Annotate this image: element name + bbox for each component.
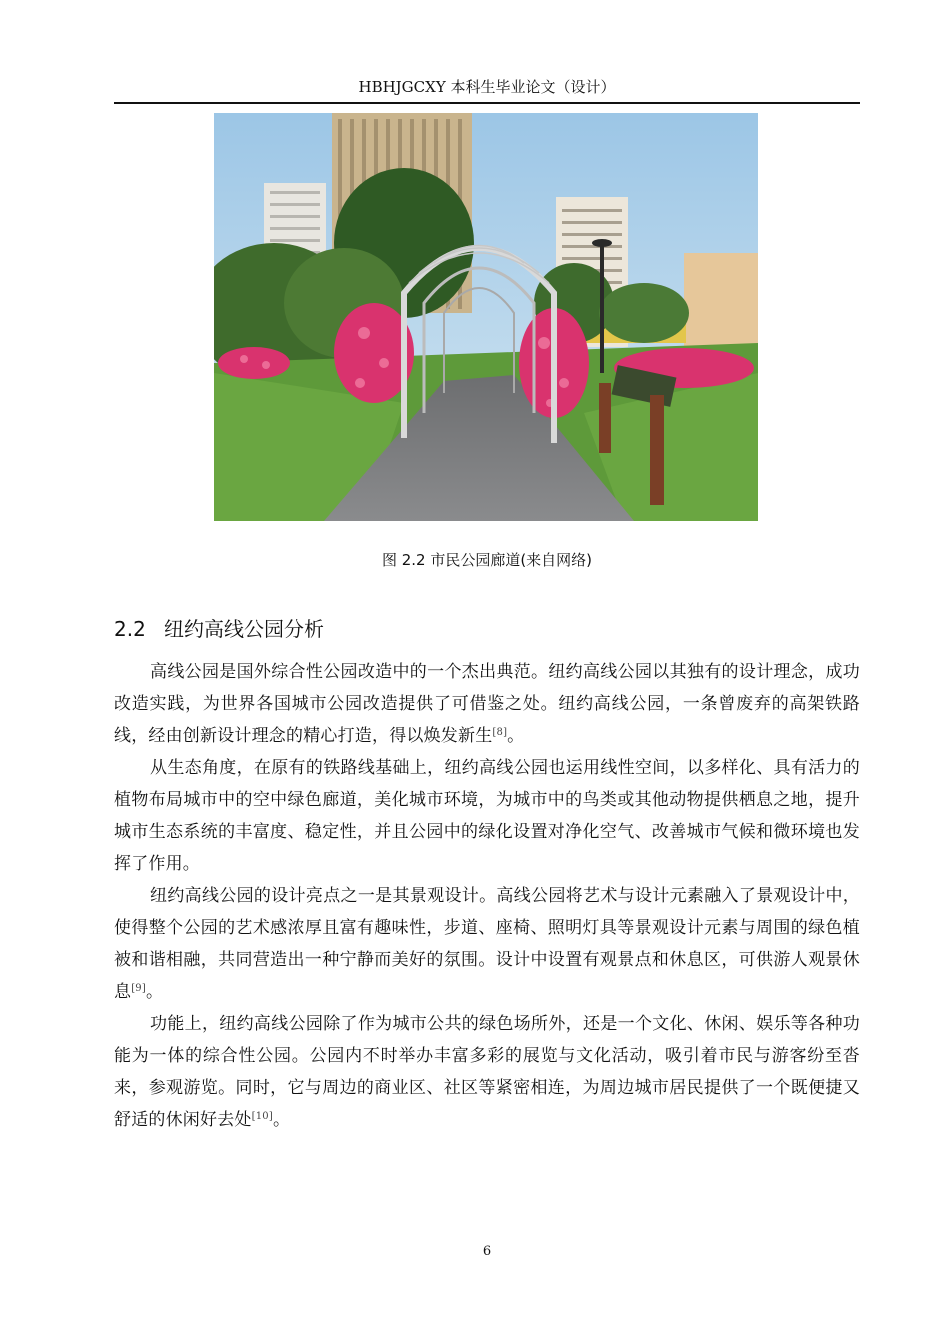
- section-title: 纽约高线公园分析: [164, 617, 324, 641]
- citation: [9]: [131, 983, 146, 994]
- page-number: 6: [482, 1244, 492, 1259]
- citation: [10]: [251, 1111, 273, 1122]
- page-header: HBHJGCXY 本科生毕业论文（设计）: [114, 76, 860, 104]
- body-text: [114, 656, 860, 1136]
- citation: [8]: [492, 727, 508, 738]
- figure-photo-park-corridor: [214, 113, 758, 521]
- section-heading: [114, 614, 860, 644]
- paragraph: 高线公园是国外综合性公园改造中的一个杰出典范。纽约高线公园以其独有的设计理念，成功改造实践，为世界各国城市公园改造提供了可借鉴之处。纽约高线公园，一条曾废弃的高架铁路线，经由创新设计理念的精心打造，得以焕发新生[8]。: [114, 662, 860, 746]
- section-number: 2.2: [114, 617, 146, 641]
- paragraph: 纽约高线公园的设计亮点之一是其景观设计。高线公园将艺术与设计元素融入了景观设计中，使得整个公园的艺术感浓厚且富有趣味性，步道、座椅、照明灯具等景观设计元素与周围的绿色植被和谐相融，共同营造出一种宁静而美好的氛围。设计中设置有观景点和休息区，可供游人观景休息[9]。: [114, 886, 860, 1002]
- paragraph: 功能上，纽约高线公园除了作为城市公共的绿色场所外，还是一个文化、休闲、娱乐等各种功能为一体的综合性公园。公园内不时举办丰富多彩的展览与文化活动，吸引着市民与游客纷至沓来，参观游览。同时，它与周边的商业区、社区等紧密相连，为周边城市居民提供了一个既便捷又舒适的休闲好去处[10]。: [114, 1014, 860, 1130]
- figure-caption: 图 2.2 市民公园廊道(来自网络): [381, 551, 593, 569]
- paragraph: 从生态角度，在原有的铁路线基础上，纽约高线公园也运用线性空间，以多样化、具有活力的植物布局城市中的空中绿色廊道，美化城市环境，为城市中的鸟类或其他动物提供栖息之地，提升城市生态系统的丰富度、稳定性，并且公园中的绿化设置对净化空气、改善城市气候和微环境也发挥了作用。: [114, 758, 860, 874]
